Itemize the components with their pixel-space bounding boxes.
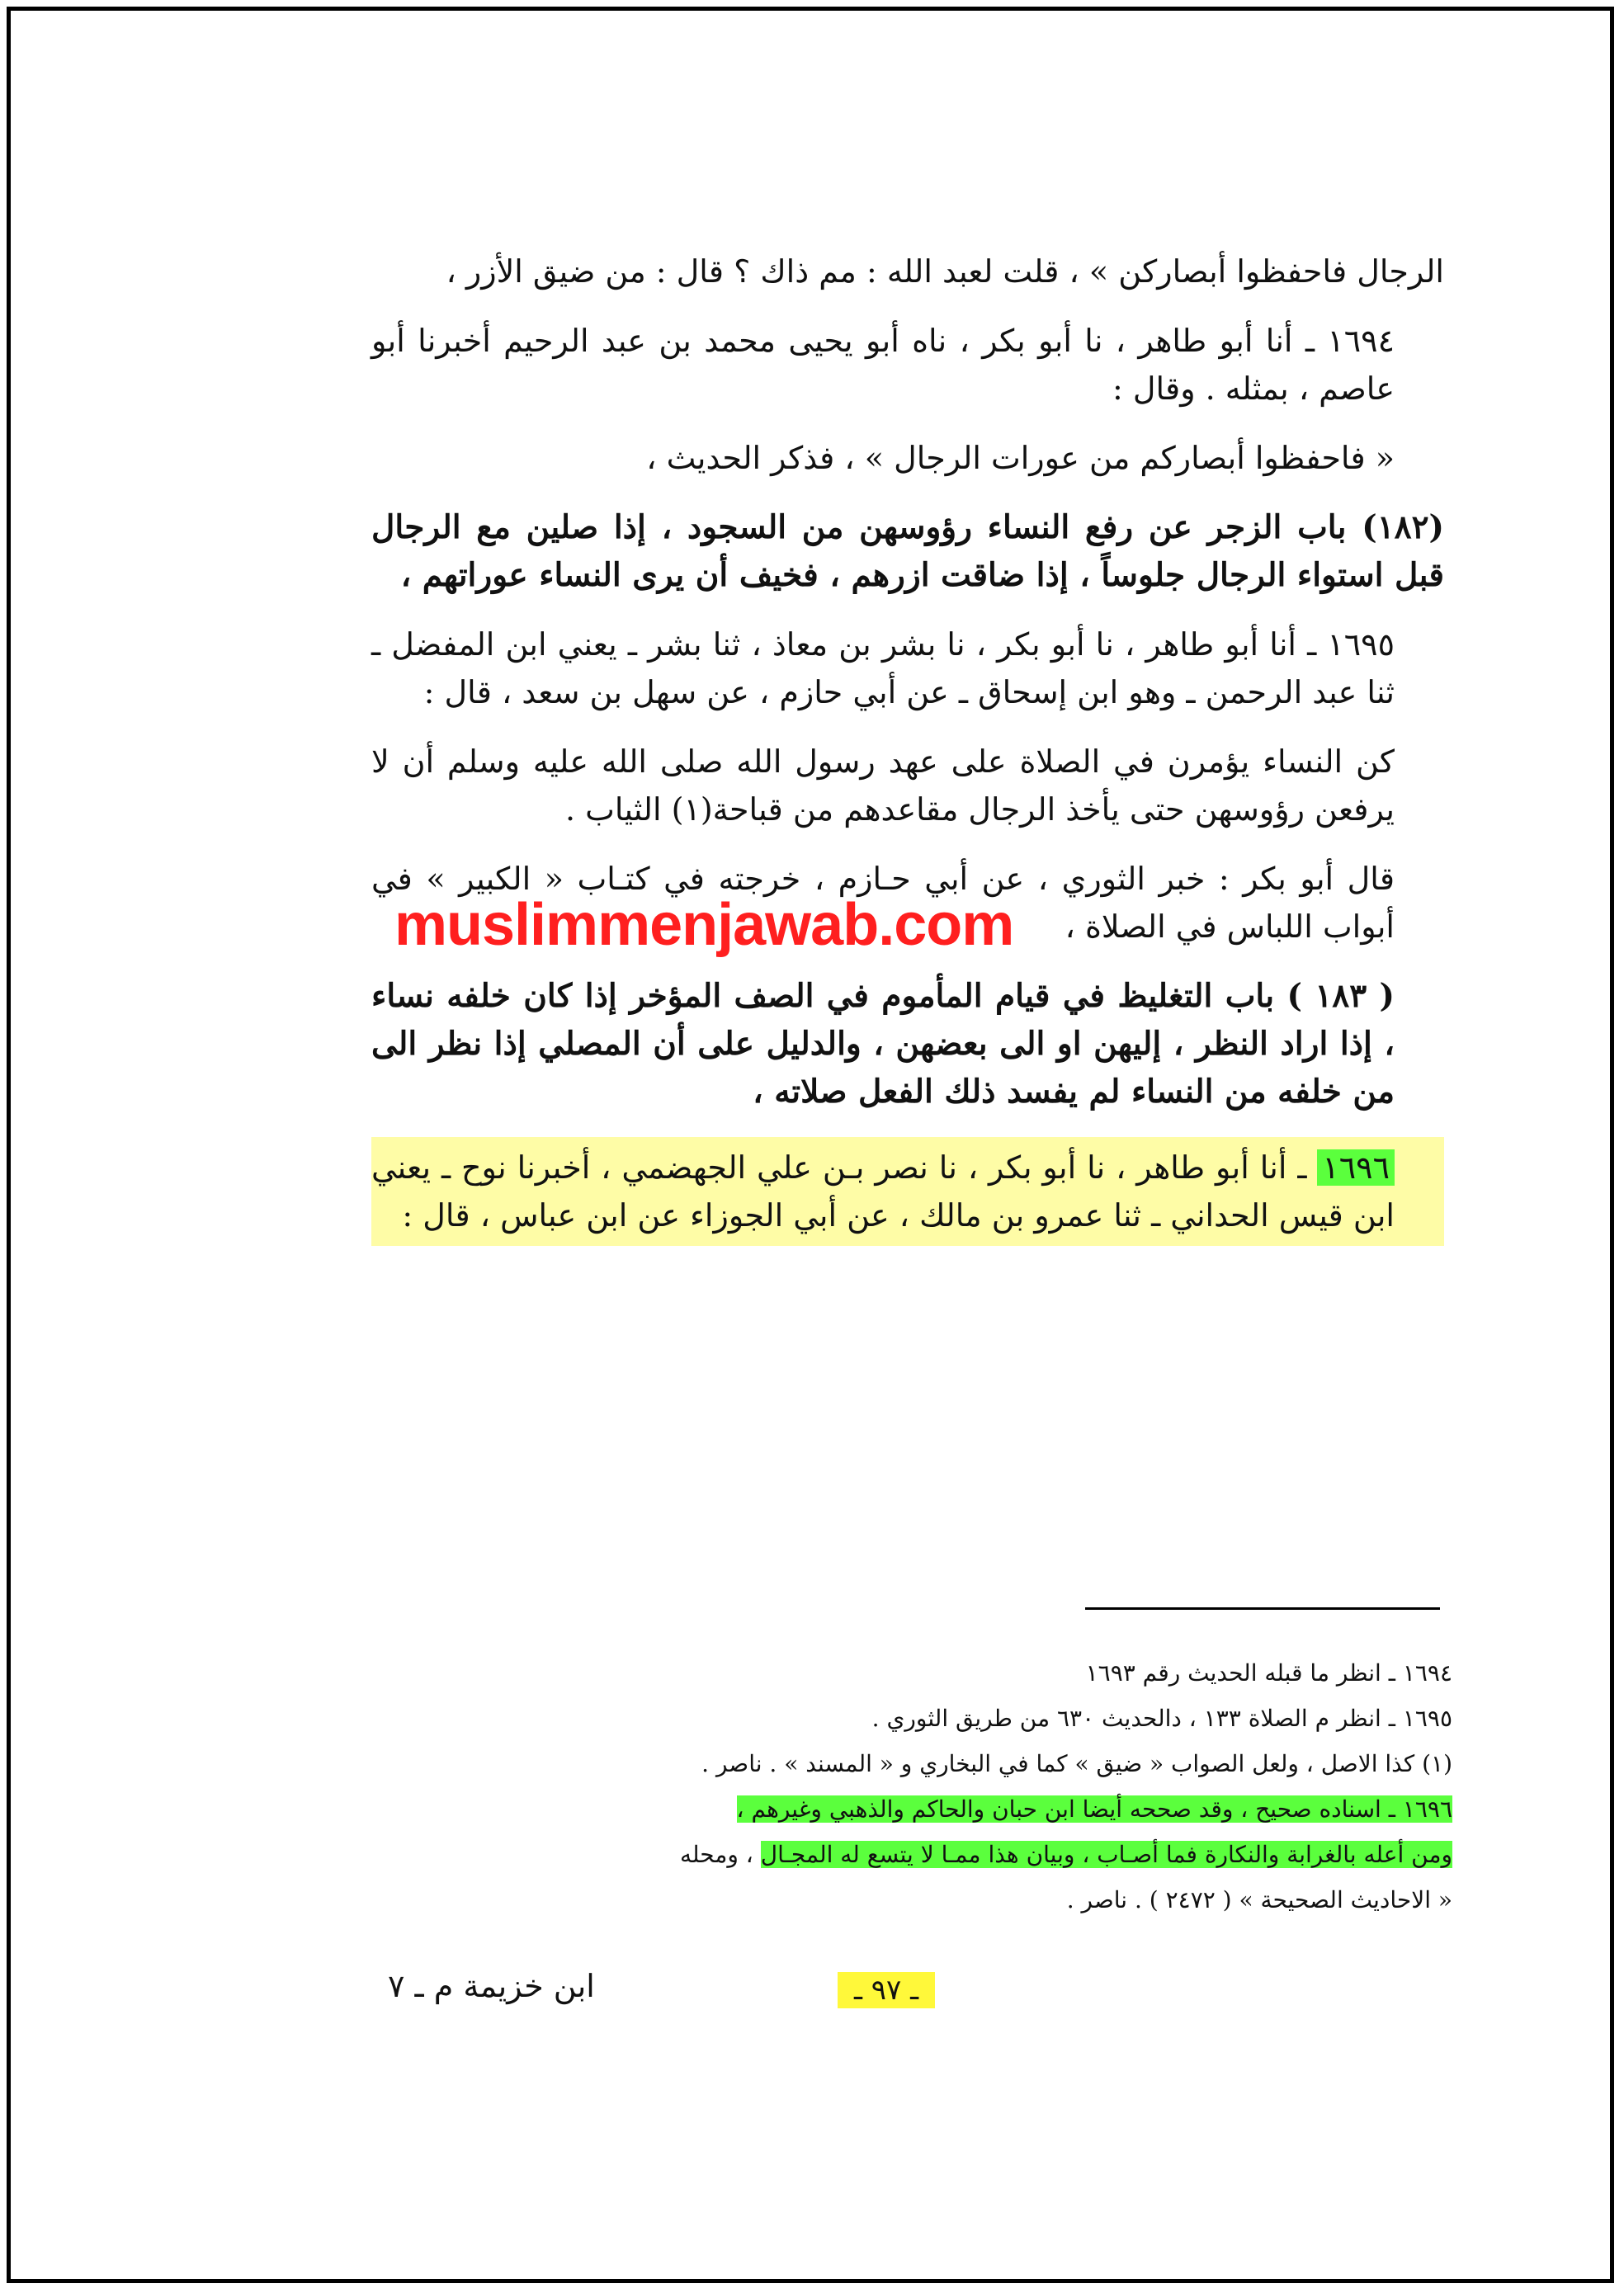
footnote-1696-cont xyxy=(388,1832,1452,1877)
hadith-1695: ١٦٩٥ ـ أنا أبو طاهر ، نا أبو بكر ، نا بشر بن معاذ ، ثنا بشر ـ يعني ابن المفضل ـ ثنا عبد الرحمن ـ وهو ابن إسحاق ـ عن أبي حازم ، عن سهل بن سعد ، قال : xyxy=(371,626,1395,710)
footnote-1694: ١٦٩٤ ـ انظر ما قبله الحديث رقم ١٦٩٣ xyxy=(1085,1659,1452,1687)
footnote-1695: ١٦٩٥ ـ انظر م الصلاة ١٣٣ ، دالحديث ٦٣٠ من طريق الثوري . xyxy=(871,1705,1452,1732)
hadith-1694: ١٦٩٤ ـ أنا أبو طاهر ، نا أبو بكر ، ناه أبو يحيى محمد بن عبد الرحيم أخبرنا أبو عاصم ، بمثله . وقال : xyxy=(371,323,1395,407)
main-text xyxy=(371,248,1444,1246)
footnote-1696-tail: ، ومحله xyxy=(680,1841,761,1868)
hadith-1695-text: كن النساء يؤمرن في الصلاة على عهد رسول الله صلى الله عليه وسلم أن لا يرفعن رؤوسهن حتى يأخذ الرجال مقاعدهم من قباحة(١) الثياب . xyxy=(371,743,1395,828)
highlighted-hadith-1696 xyxy=(371,1137,1444,1246)
chapter-heading-183: ( ١٨٣ ) باب التغليظ في قيام المأموم في الصف المؤخر إذا كان خلفه نساء ، إذا اراد النظر ، إليهن او الى بعضهن ، والدليل على أن المصلي إذا نظر الى من خلفه من النساء لم يفسد ذلك الفعل صلاته ، xyxy=(371,977,1395,1111)
hadith-1694-quote: « فاحفظوا أبصاركم من عورات الرجال » ، فذكر الحديث ، xyxy=(646,440,1395,476)
footnote-1696-ref: « الاحاديث الصحيحة » ( ٢٤٧٢ ) . ناصر . xyxy=(1066,1886,1452,1913)
footnote-1696-highlight-2: ومن أعله بالغرابة والنكارة فما أصـاب ، وبيان هذا ممـا لا يتسع له المجـال xyxy=(760,1841,1452,1868)
footnote-1696 xyxy=(388,1786,1452,1832)
watermark: muslimmenjawab.com xyxy=(394,892,1014,958)
chapter-heading-182: (١٨٢) باب الزجر عن رفع النساء رؤوسهن من السجود ، إذا صلين مع الرجال قبل استواء الرجال جلوساً ، إذا ضاقت ازرهم ، فخيف أن يرى النساء عوراتهم ، xyxy=(371,508,1444,594)
footnote-1: (١) كذا الاصل ، ولعل الصواب « ضيق » كما في البخاري و « المسند » . ناصر . xyxy=(701,1750,1452,1777)
hadith-1696 xyxy=(371,1144,1444,1239)
footnote-1696-highlight: ١٦٩٦ ـ اسناده صحيح ، وقد صححه أيضا ابن حبان والحاكم والذهبي وغيرهم ، xyxy=(736,1795,1452,1823)
abu-bakr-comment: قال أبو بكر : خبر الثوري ، عن أبي حـازم ، خرجته في كتـاب « الكبير » في أبواب اللباس في الصلاة ، xyxy=(371,861,1395,945)
footnote-divider xyxy=(1085,1607,1440,1610)
hadith-1696-text: ـ أنا أبو طاهر ، نا أبو بكر ، نا نصر بـن علي الجهضمي ، أخبرنا نوح ـ يعني ابن قيس الحداني ـ ثنا عمرو بن مالك ، عن أبي الجوزاء عن ابن عباس ، قال : xyxy=(371,1149,1395,1234)
footnotes xyxy=(388,1650,1452,1923)
book-reference: ابن خزيمة م ـ ٧ xyxy=(388,1968,595,2004)
page-number: ـ ٩٧ ـ xyxy=(838,1972,935,2008)
paragraph-1: الرجال فاحفظوا أبصاركن » ، قلت لعبد الله : مم ذاك ؟ قال : من ضيق الأزر ، xyxy=(446,253,1444,290)
hadith-number-1696: ١٦٩٦ xyxy=(1317,1149,1395,1186)
